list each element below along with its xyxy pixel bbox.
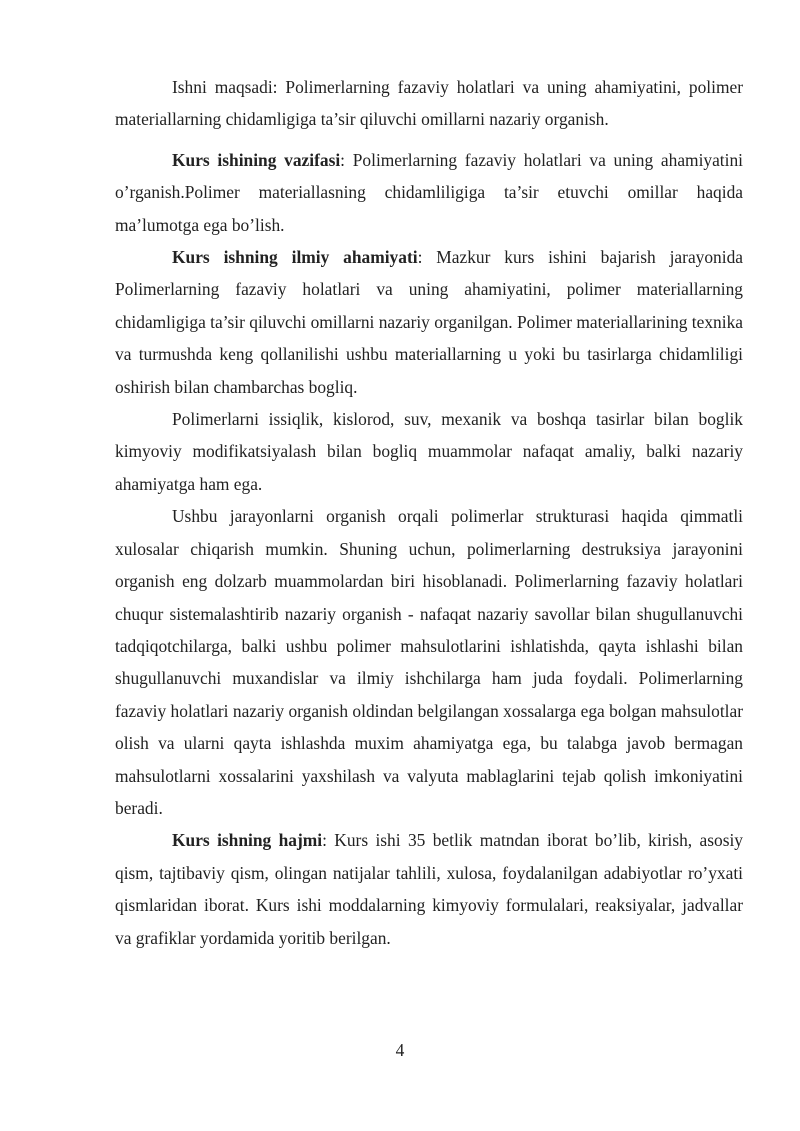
paragraph-volume [115,824,743,954]
paragraph-processes [115,500,743,824]
paragraph-volume-heading: Kurs ishning hajmi [172,830,323,851]
paragraph-tasks-text: : Polimerlarning fazaviy holatlari va uning ahamiyatini o’rganish.Polimer materiallasning chidamliligiga ta’sir etuvchi omillar haqida ma’lumotga ega bo’lish. [115,149,743,235]
paragraph-modification [115,403,743,500]
paragraph-purpose [115,71,743,136]
paragraph-tasks [115,144,743,241]
paragraph-volume-text: : Kurs ishi 35 betlik matndan iborat bo’lib, kirish, asosiy qism, tajtibaviy qism, olingan natijalar tahlili, xulosa, foydalanilgan adabiyotlar ro’yxati qismlaridan iborat. Kurs ishi moddalarning kimyoviy formulalari, reaksiyalar, jadvallar va grafiklar yordamida yoritib berilgan. [115,830,743,948]
paragraph-purpose-text: Ishni maqsadi: Polimerlarning fazaviy holatlari va uning ahamiyatini, polimer materiallarning chidamligiga ta’sir qiluvchi omillarni nazariy organish. [115,77,743,130]
paragraph-modification-text: Polimerlarni issiqlik, kislorod, suv, mexanik va boshqa tasirlar bilan boglik kimyoviy modifikatsiyalash bilan bogliq muammolar nafaqat amaliy, balki nazariy ahamiyatga ham ega. [115,409,743,494]
page-number: 4 [395,1040,405,1060]
paragraph-scientific-significance [115,241,743,403]
paragraph-scientific-significance-heading: Kurs ishning ilmiy ahamiyati [172,247,418,268]
document-body [115,71,743,954]
paragraph-processes-text: Ushbu jarayonlarni organish orqali polimerlar strukturasi haqida qimmatli xulosalar chiqarish mumkin. Shuning uchun, polimerlarning destruksiya jarayonini organish eng dolzarb muammolardan biri hisoblanadi. Polimerlarning fazaviy holatlari chuqur sistemalashtirib nazariy organish - nafaqat nazariy savollar bilan shugullanuvchi tadqiqotchilarga, balki ushbu polimer mahsulotlarini ishlatishda, qayta ishlashi bilan shugullanuvchi muxandislar va ilmiy ishchilarga ham juda foydali. Polimerlarning fazaviy holatlari nazariy organish oldindan belgilangan xossalarga ega bolgan mahsulotlar olish va ularni qayta ishlashda muxim ahamiyatga ega, bu talabga javob bermagan mahsulotlarni xossalarini yaxshilash va valyuta mablaglarini tejab qolish imkoniyatini beradi. [115,506,743,818]
paragraph-scientific-significance-text: : Mazkur kurs ishini bajarish jarayonida Polimerlarning fazaviy holatlari va uning ahamiyatini, polimer materiallarning chidamligiga ta’sir qiluvchi omillarni nazariy organilgan. Polimer materiallarining texnika va turmushda keng qollanilishi ushbu materiallarning u yoki bu tasirlarga chidamliligi oshirish bilan chambarchas bogliq. [115,247,743,397]
paragraph-tasks-heading: Kurs ishining vazifasi [172,149,341,170]
